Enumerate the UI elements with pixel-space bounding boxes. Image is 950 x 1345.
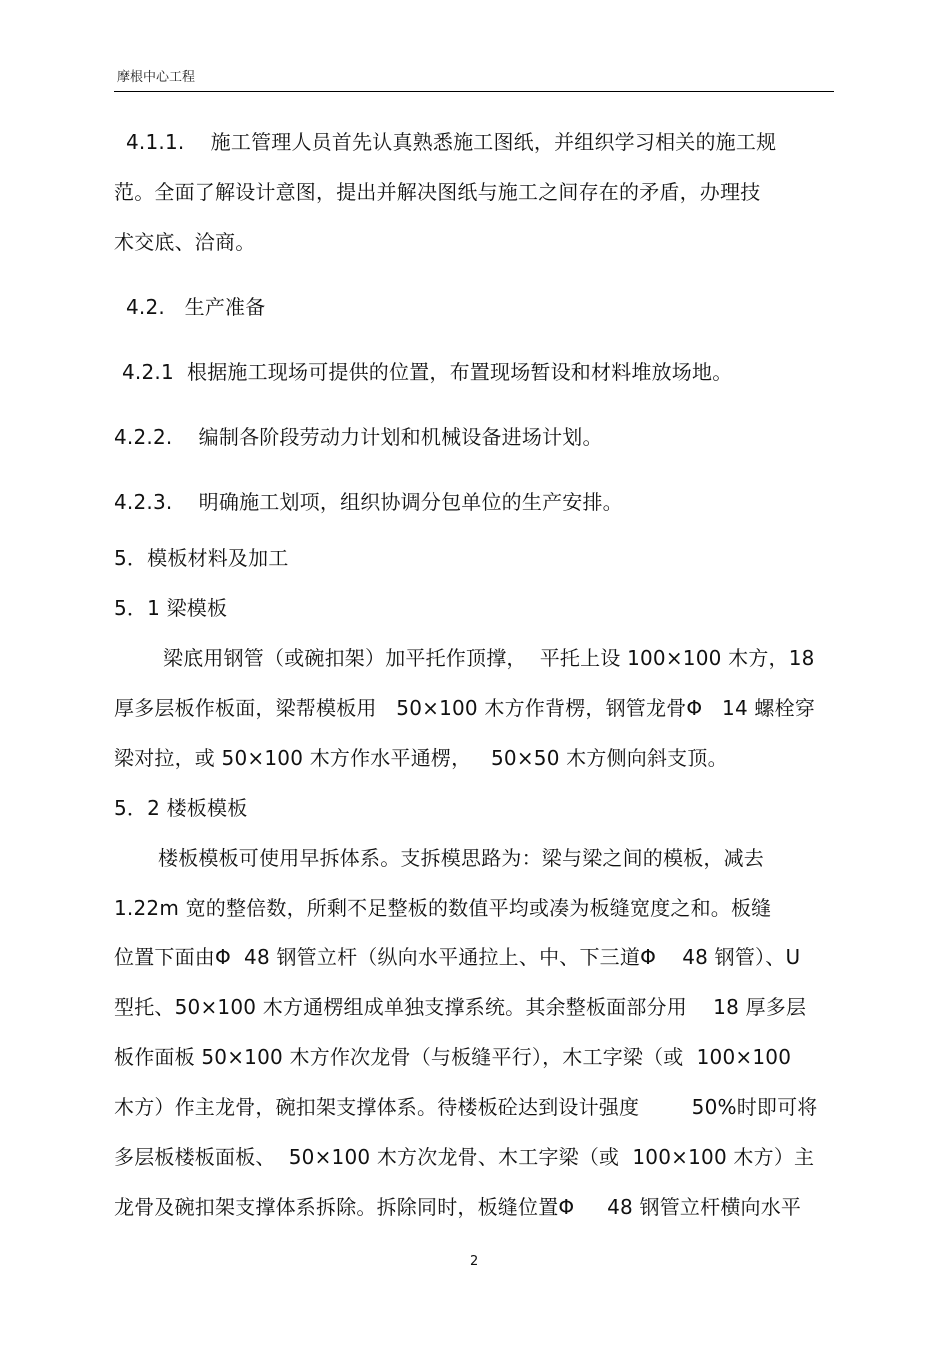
text-line: 4.1.1. 施工管理人员首先认真熟悉施工图纸，并组织学习相关的施工规 (126, 130, 777, 154)
section-heading: 5．模板材料及加工 (114, 546, 289, 570)
text-line: 木方）作主龙骨，碗扣架支撑体系。待楼板砼达到设计强度 50%时即可将 (114, 1095, 818, 1119)
page-number: 2 (470, 1254, 479, 1269)
header-divider (114, 91, 834, 92)
text-line: 楼板模板可使用早拆体系。支拆模思路为：梁与梁之间的模板，减去 (158, 846, 764, 870)
text-line: 梁底用钢管（或碗扣架）加平托作顶撑， 平托上设 100×100 木方，18 (163, 646, 815, 670)
text-line: 位置下面由Φ 48 钢管立杆（纵向水平通拉上、中、下三道Φ 48 钢管）、U (114, 945, 801, 969)
section-heading: 4.2. 生产准备 (126, 295, 266, 319)
text-line: 范。全面了解设计意图，提出并解决图纸与施工之间存在的矛盾，办理技 (114, 180, 761, 204)
text-line: 梁对拉，或 50×100 木方作水平通楞， 50×50 木方侧向斜支顶。 (114, 746, 728, 770)
text-line: 1.22m 宽的整倍数，所剩不足整板的数值平均或凑为板缝宽度之和。板缝 (114, 896, 772, 920)
section-heading: 5．1 梁模板 (114, 596, 228, 620)
text-line: 型托、50×100 木方通楞组成单独支撑系统。其余整板面部分用 18 厚多层 (114, 995, 807, 1019)
text-line: 多层板楼板面板、 50×100 木方次龙骨、木工字梁（或 100×100 木方）主 (114, 1145, 815, 1169)
text-line: 龙骨及碗扣架支撑体系拆除。拆除同时，板缝位置Φ 48 钢管立杆横向水平 (114, 1195, 802, 1219)
text-line: 4.2.1 根据施工现场可提供的位置，布置现场暂设和材料堆放场地。 (122, 360, 733, 384)
text-line: 术交底、洽商。 (114, 230, 256, 254)
text-line: 厚多层板作板面，梁帮模板用 50×100 木方作背楞，钢管龙骨Φ 14 螺栓穿 (114, 696, 816, 720)
text-line: 4.2.2. 编制各阶段劳动力计划和机械设备进场计划。 (114, 425, 603, 449)
section-heading: 5．2 楼板模板 (114, 796, 248, 820)
text-line: 板作面板 50×100 木方作次龙骨（与板缝平行），木工字梁（或 100×100 (114, 1045, 792, 1069)
text-line: 4.2.3. 明确施工划项，组织协调分包单位的生产安排。 (114, 490, 623, 514)
running-header: 摩根中心工程 (117, 70, 196, 85)
